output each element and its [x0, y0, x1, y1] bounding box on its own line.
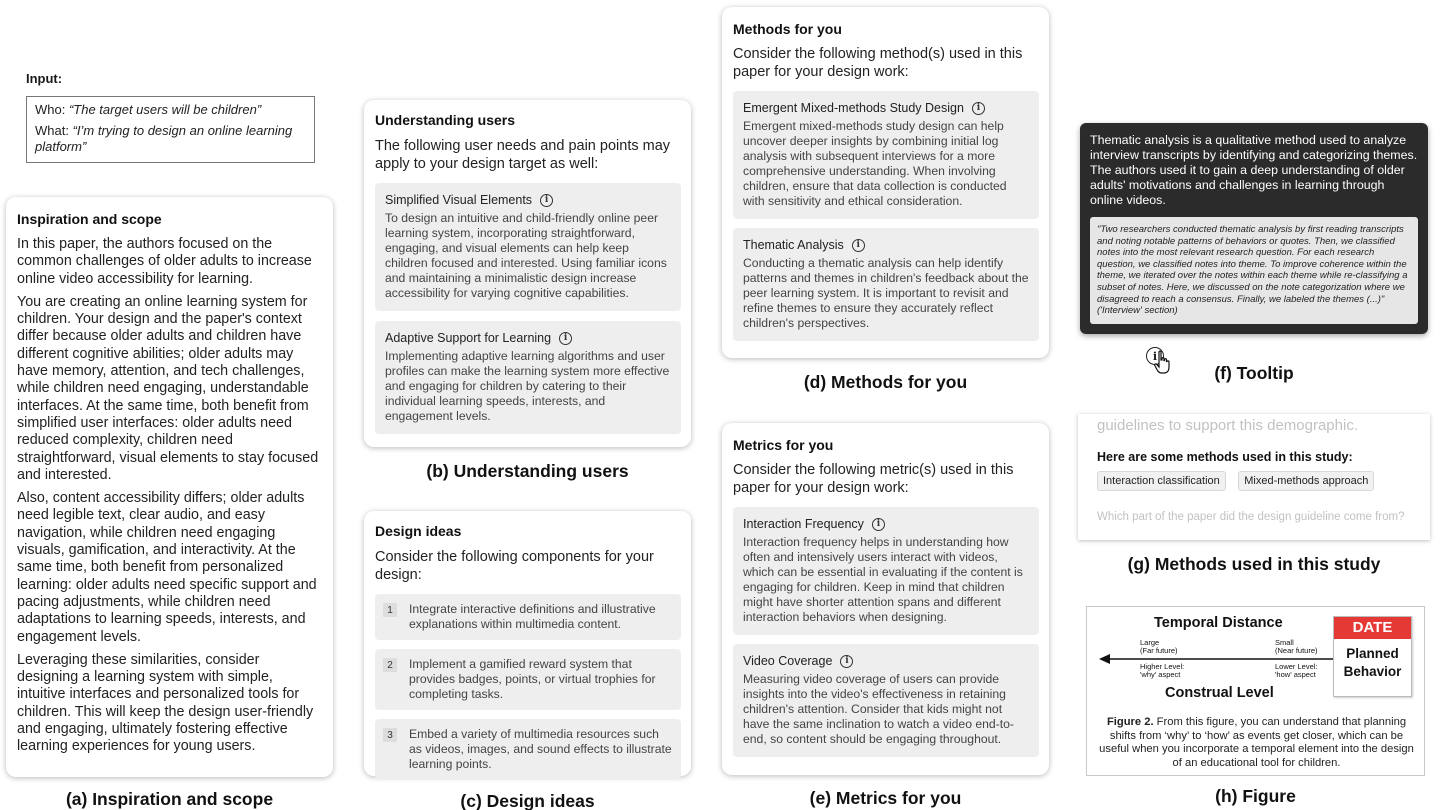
what-label: What: [35, 122, 66, 138]
understanding-title: Understanding users: [375, 112, 516, 128]
need-item-title-text: Adaptive Support for Learning: [385, 331, 552, 345]
figure-higher-label: Higher Level: 'why' aspect: [1140, 662, 1185, 679]
caption-understanding: (b) Understanding users: [426, 461, 629, 481]
who-label: Who: [35, 102, 62, 117]
tooltip-main-text: Thematic analysis is a qualitative method used to analyze interview transcripts by identifying and categorizing themes. The authors used it to gain a deep understanding of older adults' motivations and challenges in learning through online videos.: [1090, 133, 1418, 207]
need-item-title: [385, 331, 671, 345]
info-icon[interactable]: i: [872, 518, 885, 531]
design-card: [364, 511, 691, 776]
inspiration-title: Inspiration and scope: [17, 211, 162, 227]
design-idea-item: [375, 719, 681, 780]
planned-behavior: Planned Behavior: [1343, 646, 1402, 679]
metric-item-title: [743, 517, 1029, 531]
faded-guideline-text: guidelines to support this demographic.: [1097, 417, 1358, 434]
inspiration-card: [6, 197, 333, 777]
info-icon[interactable]: i: [540, 194, 553, 207]
input-label: Input:: [26, 71, 63, 86]
caption-metrics: (e) Metrics for you: [809, 788, 962, 808]
metric-item-title-text: Video Coverage: [743, 654, 833, 668]
methods-intro: Consider the following method(s) used in this paper for your design work:: [733, 46, 1023, 80]
method-item: [733, 91, 1039, 219]
figure-description: From this figure, you can understand that planning shifts from ‘why’ to ‘how’ as events get closer, which can be useful when you incorporate a temporal element into the design of an educational tool for children.: [1099, 716, 1414, 770]
idea-text: Embed a variety of multimedia resources such as videos, images, and sound effects to illustrate learning points.: [409, 727, 672, 771]
idea-number: 3: [383, 728, 397, 742]
what-value: “I’m trying to design an online learning platform”: [35, 122, 293, 154]
tooltip-popup: [1080, 123, 1428, 334]
metric-item: [733, 644, 1039, 757]
date-tag: DATE: [1334, 617, 1411, 639]
need-item-title: [385, 193, 671, 207]
caption-inspiration: (a) Inspiration and scope: [65, 789, 274, 809]
who-value: “The target users will be children”: [68, 102, 262, 117]
figure-caption-text: [1097, 716, 1416, 771]
inspiration-paragraph: You are creating an online learning system for children. Your design and the paper's context differ because older adults and children have different cognitive abilities; older adults may have memory, attention, and tech challenges, while children need engaging, understandable interfaces. At the same time, both benefit from simplified user interfaces: older adults need reduced complexity, children need straightforward, visual elements to stay focused and interested.: [17, 293, 319, 483]
metrics-card: [722, 423, 1049, 775]
figure-small-label: Small (Near future): [1275, 638, 1318, 655]
metric-item-body: Interaction frequency helps in understanding how often and intensively users interact with videos, which can be essential in evaluating if the content is engaging for children. Keep in mind that children might have shorter attention spans and different interaction behaviors when designing.: [743, 535, 1023, 624]
need-item-body: Implementing adaptive learning algorithms and user profiles can make the learning system more effective and engaging for children by catering to their individual learning speeds, interests, and engagement levels.: [385, 349, 670, 423]
inspiration-paragraph: Also, content accessibility differs; older adults need legible text, clear audio, and easy navigation, while children need engaging visuals, gamification, and interactivity. At the same time, both benefit from personalized learning: older adults need specific support and pacing adjustments, while children need adaptations to learning speeds, interests, and engagement levels.: [17, 490, 317, 645]
understanding-card: [364, 100, 691, 447]
idea-text: Implement a gamified reward system that provides badges, points, or virtual trophies for completing tasks.: [409, 657, 656, 701]
methods-used-heading: Here are some methods used in this study:: [1097, 450, 1353, 464]
method-chip[interactable]: Interaction classification: [1097, 471, 1226, 491]
figure-panel: [1086, 606, 1425, 776]
need-item-title-text: Simplified Visual Elements: [385, 193, 533, 207]
methods-card: [722, 7, 1049, 358]
design-intro: Consider the following components for your design:: [375, 549, 654, 583]
need-item: [375, 321, 681, 434]
method-item-title-text: Thematic Analysis: [743, 238, 844, 252]
design-idea-item: [375, 649, 681, 710]
metrics-title: Metrics for you: [733, 437, 834, 453]
info-icon[interactable]: i: [559, 332, 572, 345]
metric-item: [733, 507, 1039, 635]
method-chip[interactable]: Mixed-methods approach: [1238, 471, 1374, 491]
idea-number: 1: [383, 603, 397, 617]
figure-number: Figure 2.: [1106, 716, 1154, 728]
tooltip-quote: "Two researchers conducted thematic analysis by first reading transcripts and noting notable patterns of behaviors or quotes. Then, we classified notes into the most relevant research question. For each research question, we classified notes into theme. To improve coherence within the theme, we iterated over the notes within each theme while re-classifying a subset of notes. Here, we discussed on the note categorization where we disagreed to reach a consensus. Finally, we labeled the themes (...)" ('Interview' section): [1090, 217, 1418, 324]
caption-figure: (h) Figure: [1215, 786, 1296, 806]
method-item-body: Emergent mixed-methods study design can help uncover deeper insights by combining initial log analysis with subsequent interviews for a more comprehensive understanding. When involving children, ensure that data collection is conducted with sensitivity and ethical consideration.: [743, 119, 1007, 208]
need-item: [375, 183, 681, 311]
method-item-title-text: Emergent Mixed-methods Study Design: [743, 101, 964, 115]
figure-temporal-title: Temporal Distance: [1154, 615, 1283, 631]
caption-design: (c) Design ideas: [460, 791, 595, 810]
input-box: [26, 96, 315, 163]
caption-methods: (d) Methods for you: [803, 372, 968, 392]
inspiration-paragraph: Leveraging these similarities, consider designing a learning system with simple, intuitive interfaces and personalized tools for children. This will keep the design user-friendly and engaging, ultimately fostering effective learning experiences for young users.: [17, 651, 314, 755]
design-idea-item: [375, 594, 681, 640]
understanding-intro: The following user needs and pain points may apply to your design target as well:: [375, 138, 671, 172]
metric-item-title-text: Interaction Frequency: [743, 517, 864, 531]
metrics-intro: Consider the following metric(s) used in this paper for your design work:: [733, 462, 1014, 496]
idea-number: 2: [383, 658, 397, 672]
figure-construal-label: Construal Level: [1165, 685, 1274, 701]
method-item-body: Conducting a thematic analysis can help identify patterns and themes in children's feedback about the peer learning system. It is important to revisit and refine themes to ensure they accurately reflect children's perspectives.: [743, 256, 1029, 330]
info-icon[interactable]: i: [852, 239, 865, 252]
method-item: [733, 228, 1039, 341]
figure-large-label: Large (Far future): [1140, 638, 1178, 655]
metric-item-title: [743, 654, 1029, 668]
figure-date-card: [1333, 616, 1412, 697]
design-title: Design ideas: [375, 523, 462, 539]
faded-question-text: Which part of the paper did the design guideline come from?: [1097, 511, 1405, 523]
inspiration-paragraph: In this paper, the authors focused on the common challenges of older adults to increase online video accessibility for learning.: [17, 236, 312, 287]
metric-item-body: Measuring video coverage of users can provide insights into the video's effectiveness in retaining children's attention. Consider that kids might not have the same inclination to watch a video end-to-end, so content should be engaging throughout.: [743, 672, 1014, 746]
method-item-title: [743, 238, 1029, 252]
methods-title: Methods for you: [733, 21, 842, 37]
idea-text: Integrate interactive definitions and illustrative explanations within multimedia content.: [409, 602, 656, 631]
figure-lower-label: Lower Level: 'how' aspect: [1275, 662, 1318, 679]
methods-used-panel: [1078, 414, 1430, 540]
what-row: What: “I’m trying to design an online learning platform”: [35, 122, 293, 154]
tooltip-info-icon[interactable]: i: [1146, 347, 1164, 365]
method-item-title: [743, 101, 1029, 115]
info-icon[interactable]: i: [972, 102, 985, 115]
need-item-body: To design an intuitive and child-friendly online peer learning system, incorporating straightforward, engaging, and visual elements can help keep children focused and interested. Using familiar icons and maintaining a minimalistic design increase accessibility for varying cognitive capabilities.: [385, 211, 667, 300]
who-row: Who: “The target users will be children”: [35, 102, 262, 117]
method-chips: [1097, 471, 1411, 491]
caption-methods-used: (g) Methods used in this study: [1127, 554, 1381, 574]
info-icon[interactable]: i: [840, 655, 853, 668]
caption-tooltip: (f) Tooltip: [1214, 363, 1294, 383]
